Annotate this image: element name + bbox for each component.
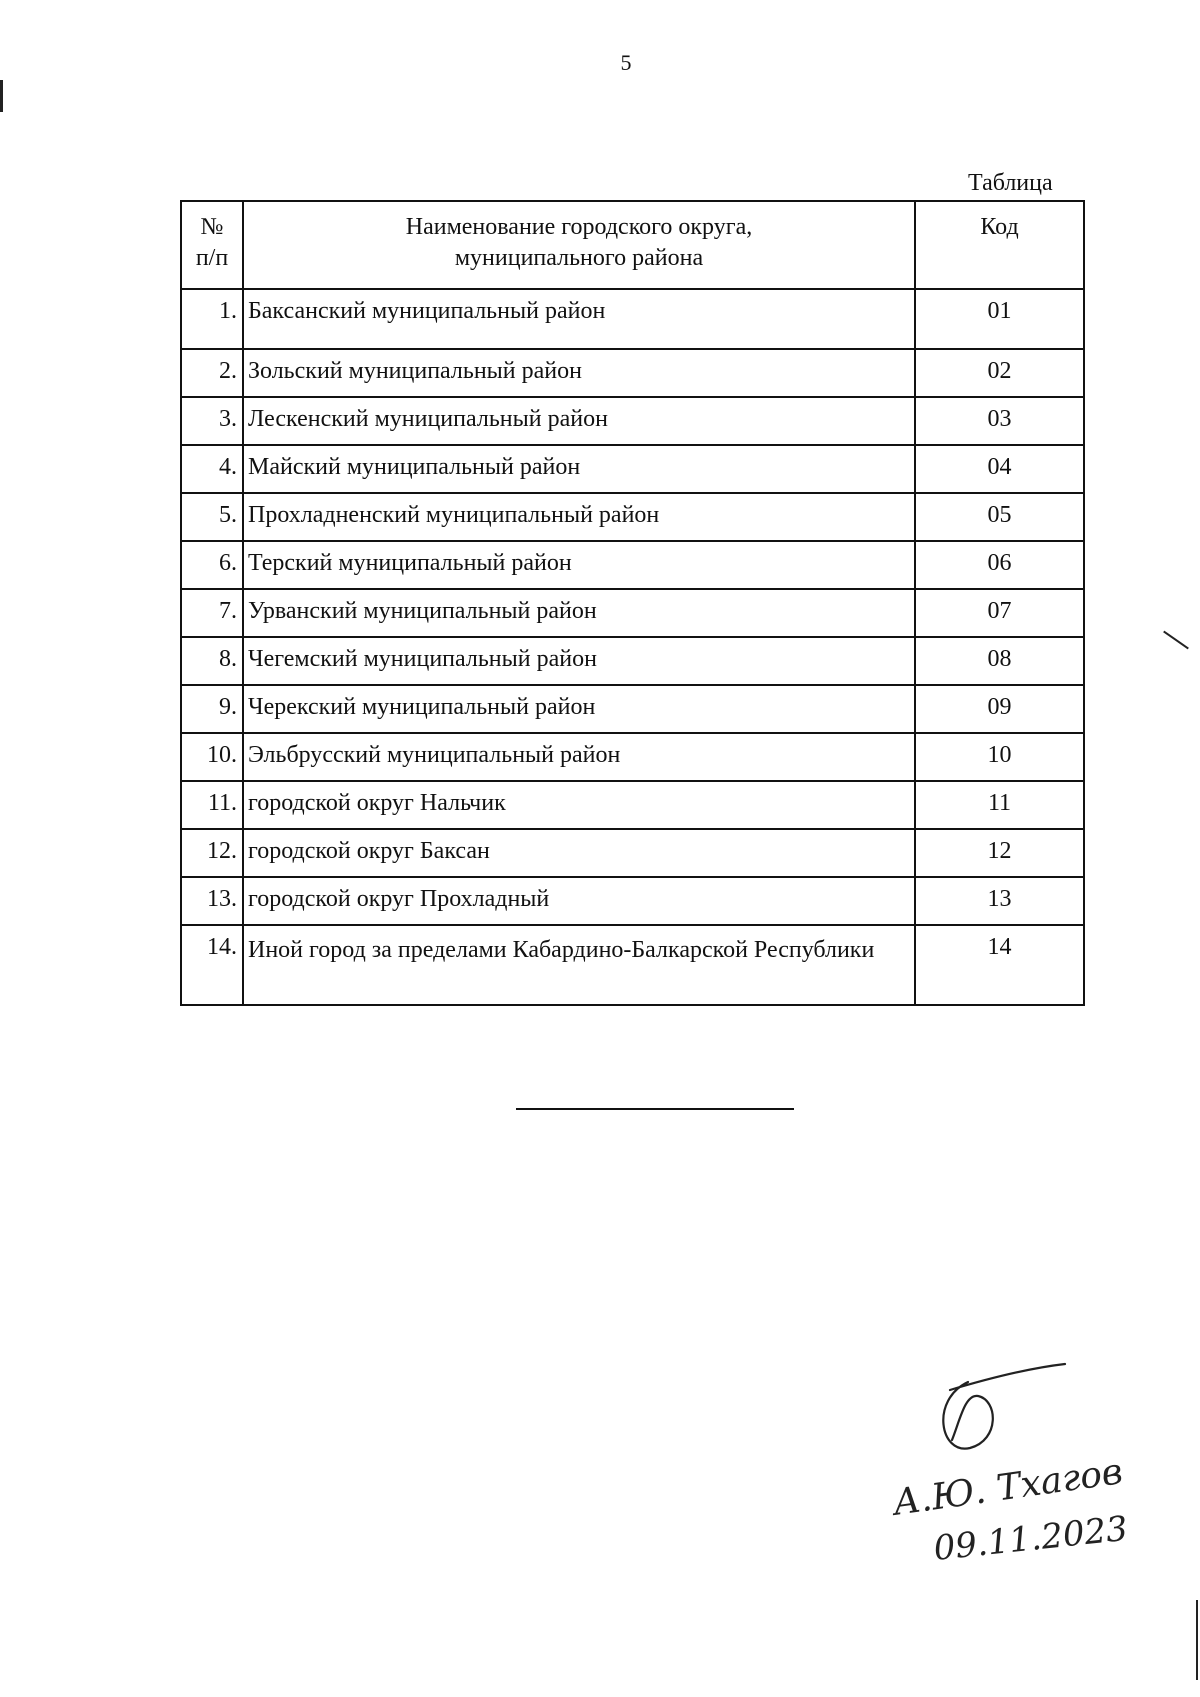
row-name: Баксанский муниципальный район bbox=[243, 289, 915, 349]
handwritten-signature bbox=[890, 1360, 1150, 1580]
signature-date-text: 09.11.2023 bbox=[931, 1508, 1130, 1569]
row-num: 4. bbox=[181, 445, 243, 493]
header-num-line2: п/п bbox=[195, 245, 229, 271]
header-name bbox=[243, 201, 915, 289]
row-name: Черекский муниципальный район bbox=[243, 685, 915, 733]
header-code: Код bbox=[915, 201, 1084, 289]
row-num: 9. bbox=[181, 685, 243, 733]
row-code: 09 bbox=[915, 685, 1084, 733]
row-num: 13. bbox=[181, 877, 243, 925]
header-name-line2: муниципального района bbox=[454, 245, 704, 271]
row-name: Чегемский муниципальный район bbox=[243, 637, 915, 685]
table-row bbox=[181, 781, 1084, 829]
table-row bbox=[181, 445, 1084, 493]
signature-flourish bbox=[943, 1364, 1065, 1449]
row-num: 11. bbox=[181, 781, 243, 829]
row-name: Терский муниципальный район bbox=[243, 541, 915, 589]
table-header-row bbox=[181, 201, 1084, 289]
row-num: 5. bbox=[181, 493, 243, 541]
table-row bbox=[181, 637, 1084, 685]
row-code: 06 bbox=[915, 541, 1084, 589]
municipality-codes-table bbox=[180, 200, 1085, 1006]
header-num bbox=[181, 201, 243, 289]
table-row bbox=[181, 877, 1084, 925]
row-num: 12. bbox=[181, 829, 243, 877]
row-num: 1. bbox=[181, 289, 243, 349]
row-name: Эльбрусский муниципальный район bbox=[243, 733, 915, 781]
row-num: 7. bbox=[181, 589, 243, 637]
scan-mark-left bbox=[0, 80, 3, 112]
row-name: Лескенский муниципальный район bbox=[243, 397, 915, 445]
row-name: Урванский муниципальный район bbox=[243, 589, 915, 637]
table-row bbox=[181, 685, 1084, 733]
header-name-line1: Наименование городского округа, bbox=[405, 214, 753, 240]
table-row bbox=[181, 589, 1084, 637]
scan-mark-right-bottom bbox=[1196, 1600, 1198, 1680]
row-name: городской округ Нальчик bbox=[243, 781, 915, 829]
table-caption: Таблица bbox=[968, 170, 1053, 196]
row-code: 05 bbox=[915, 493, 1084, 541]
row-code: 12 bbox=[915, 829, 1084, 877]
signature-name-text: А.Ю. Тхагов bbox=[890, 1451, 1126, 1524]
row-code: 03 bbox=[915, 397, 1084, 445]
table-row bbox=[181, 397, 1084, 445]
row-name: Майский муниципальный район bbox=[243, 445, 915, 493]
row-code: 10 bbox=[915, 733, 1084, 781]
end-of-table-rule bbox=[516, 1108, 794, 1110]
table-row bbox=[181, 829, 1084, 877]
table-row bbox=[181, 289, 1084, 349]
row-name: Прохладненский муниципальный район bbox=[243, 493, 915, 541]
row-code: 04 bbox=[915, 445, 1084, 493]
row-name: Зольский муниципальный район bbox=[243, 349, 915, 397]
row-code: 13 bbox=[915, 877, 1084, 925]
row-name: городской округ Баксан bbox=[243, 829, 915, 877]
scan-mark-right bbox=[1163, 631, 1189, 650]
page-number: 5 bbox=[620, 50, 632, 75]
table-row bbox=[181, 349, 1084, 397]
row-code: 02 bbox=[915, 349, 1084, 397]
table-row bbox=[181, 541, 1084, 589]
row-num: 3. bbox=[181, 397, 243, 445]
row-num: 10. bbox=[181, 733, 243, 781]
header-num-line1: № bbox=[200, 214, 224, 240]
row-code: 14 bbox=[915, 925, 1084, 1005]
row-name: Иной город за пределами Кабардино-Балкарской Республики bbox=[243, 925, 915, 1005]
row-num: 2. bbox=[181, 349, 243, 397]
table-row bbox=[181, 493, 1084, 541]
row-code: 07 bbox=[915, 589, 1084, 637]
table-row bbox=[181, 925, 1084, 1005]
row-num: 14. bbox=[181, 925, 243, 1005]
row-num: 6. bbox=[181, 541, 243, 589]
row-name: городской округ Прохладный bbox=[243, 877, 915, 925]
row-code: 08 bbox=[915, 637, 1084, 685]
row-num: 8. bbox=[181, 637, 243, 685]
row-code: 01 bbox=[915, 289, 1084, 349]
row-code: 11 bbox=[915, 781, 1084, 829]
signature-date bbox=[932, 1509, 1130, 1569]
table-row bbox=[181, 733, 1084, 781]
